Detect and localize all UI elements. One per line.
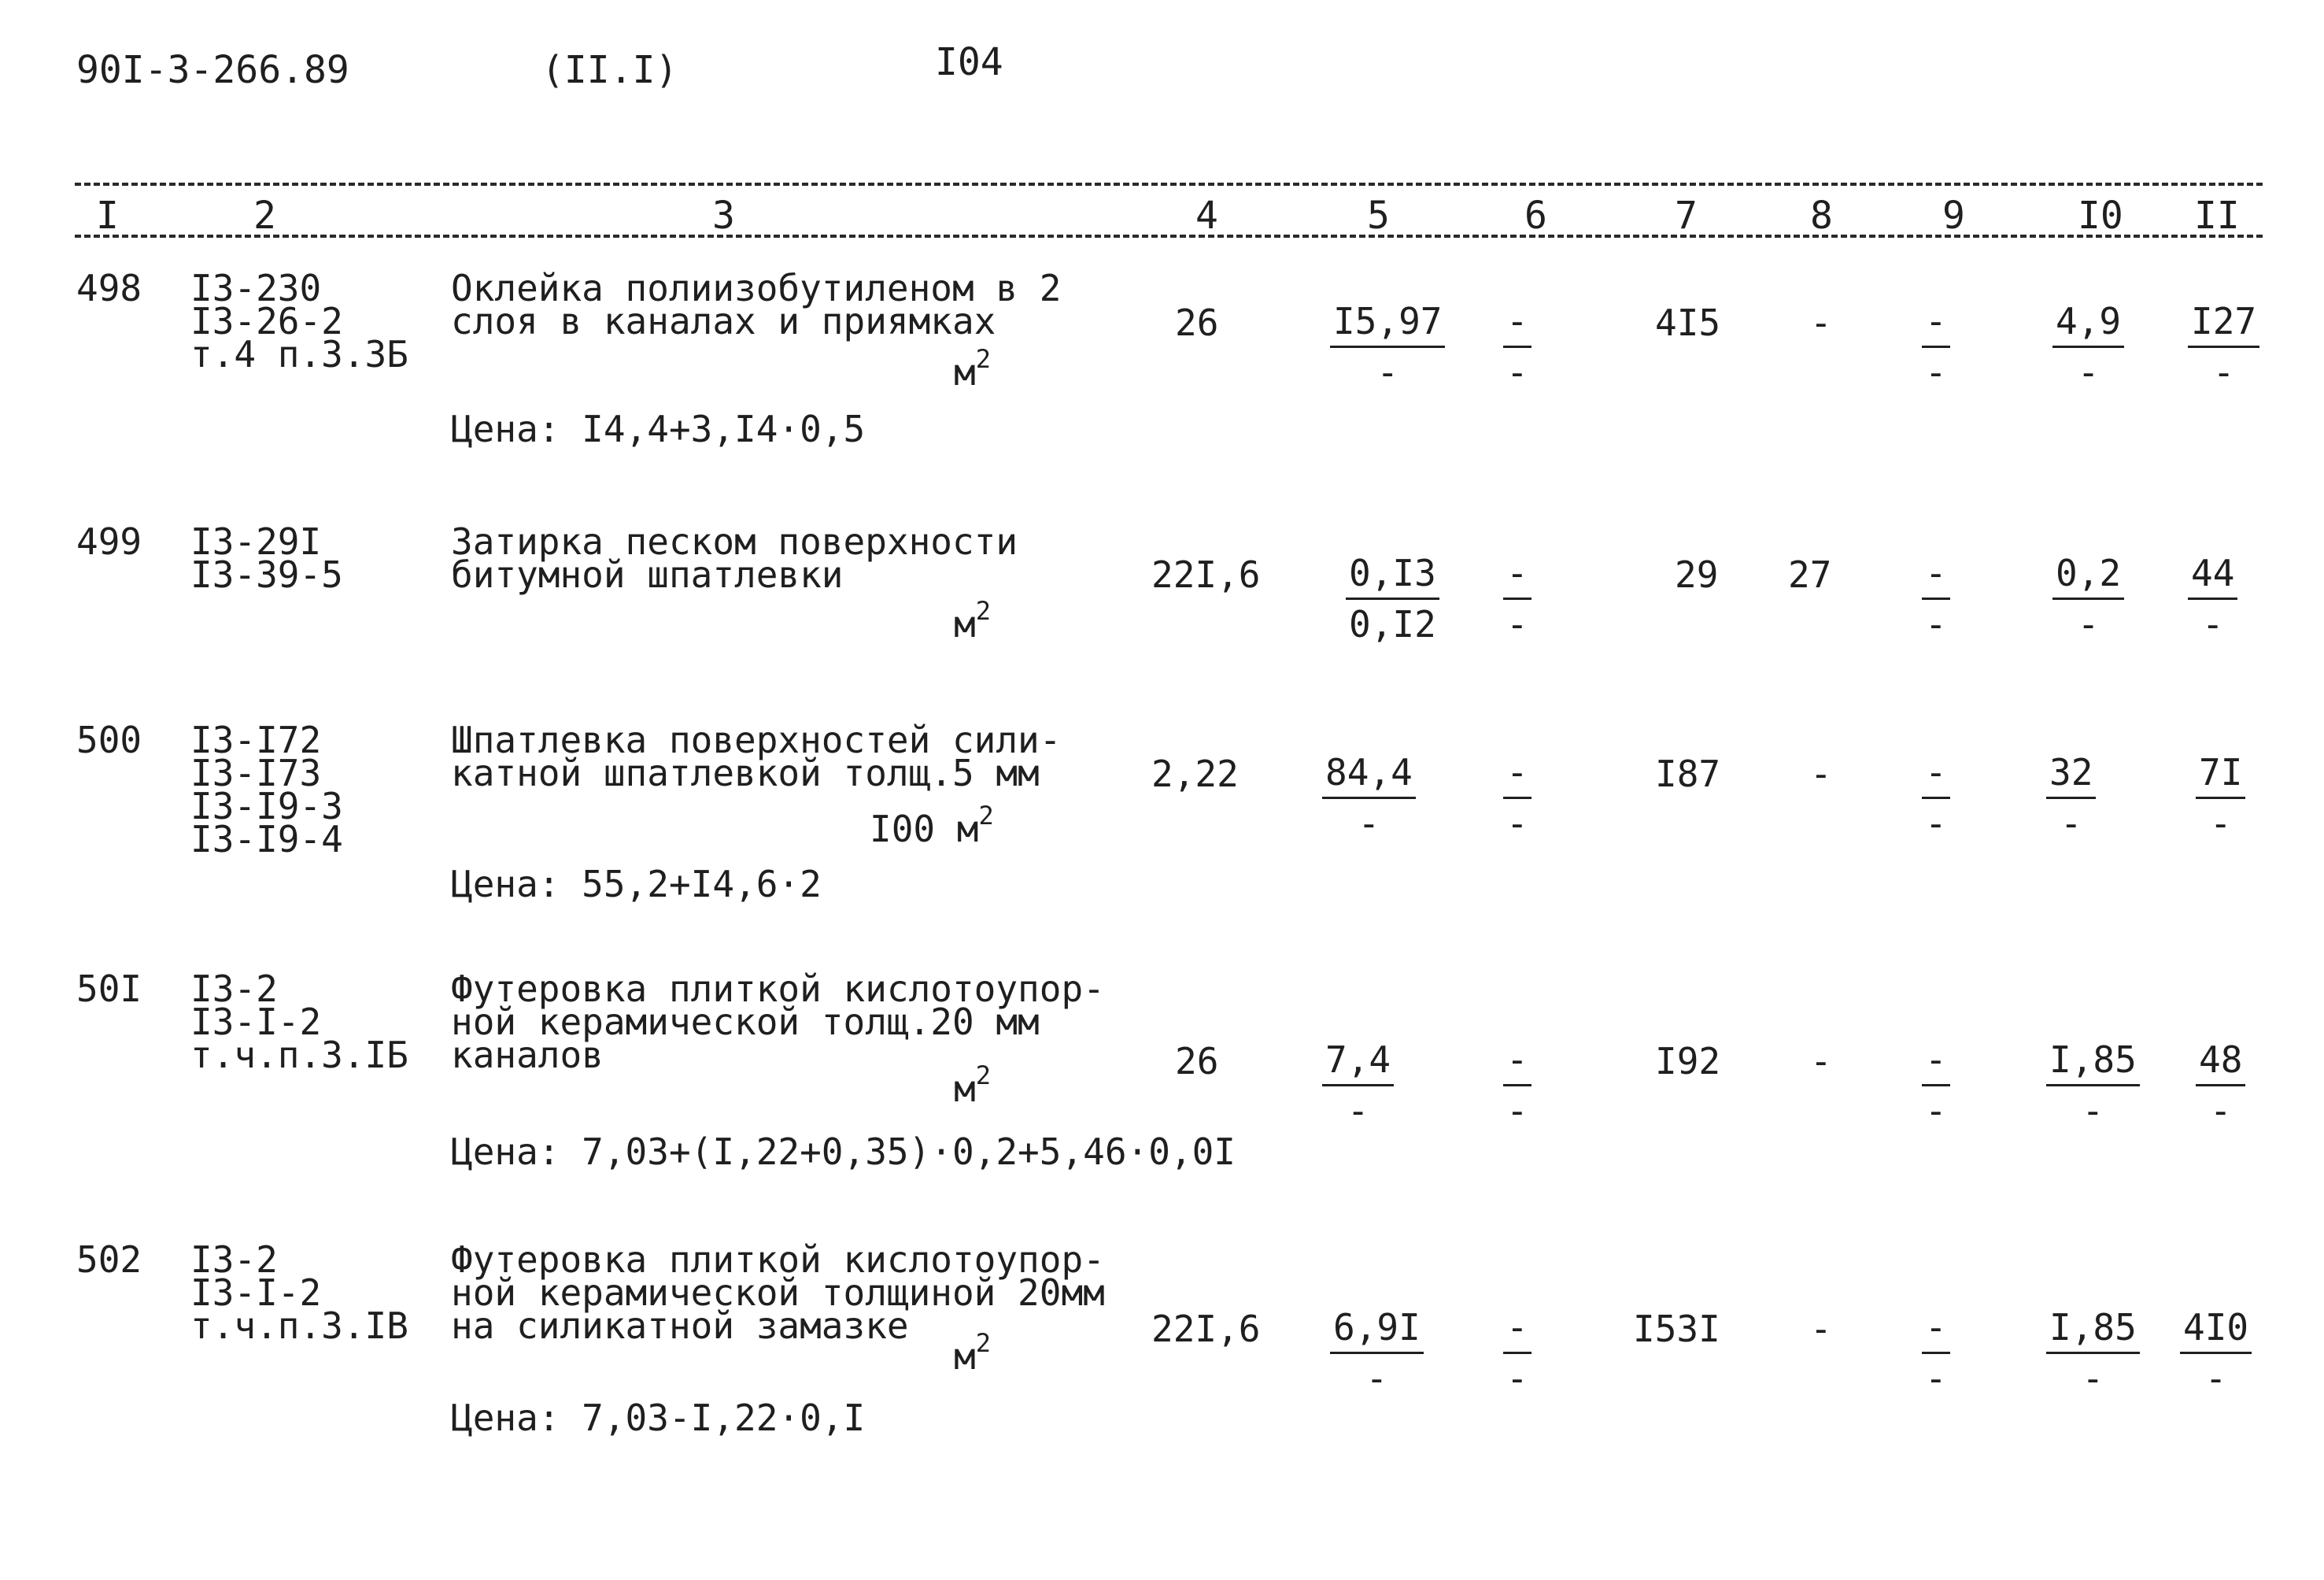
work-description: Футеровка плиткой кислотоупор- — [451, 968, 1105, 1010]
work-description: битумной шпатлевки — [451, 553, 844, 596]
cost-value: - — [1810, 1308, 1832, 1350]
cost-fraction: - - — [1503, 1309, 1531, 1397]
column-header-1: I — [96, 194, 119, 238]
quantity-value: 22I,6 — [1151, 553, 1261, 596]
labor-fraction: I,85 - — [2046, 1309, 2140, 1397]
work-description: Оклейка полиизобутиленом в 2 — [451, 267, 1062, 309]
norm-code: I3-I9-3 — [190, 785, 343, 827]
work-description: на силикатной замазке — [451, 1304, 909, 1347]
unit-label: $м^2$ — [954, 1060, 991, 1110]
cost-fraction: - - — [1922, 754, 1950, 842]
cost-fraction: - - — [1503, 303, 1531, 390]
norm-code: I3-29I — [190, 520, 322, 563]
cost-value: I53I — [1633, 1308, 1720, 1350]
cost-fraction: - - — [1922, 555, 1950, 642]
page-number: I04 — [935, 40, 1003, 84]
row-number: 502 — [76, 1238, 142, 1281]
price-formula: Цена: 7,03+(I,22+0,35)·0,2+5,46·0,0I — [451, 1130, 1236, 1173]
price-formula: Цена: I4,4+3,I4·0,5 — [451, 408, 866, 450]
unit-label: $м^2$ — [954, 596, 991, 646]
cost-fraction: 84,4 - — [1322, 754, 1416, 842]
norm-code: I3-I-2 — [190, 1271, 322, 1314]
unit-label: I00 $м^2$ — [870, 801, 994, 850]
cost-fraction: - - — [1503, 1042, 1531, 1129]
labor-fraction: 7I - — [2196, 754, 2245, 842]
cost-fraction: - - — [1922, 303, 1950, 390]
norm-code: I3-230 — [190, 267, 322, 309]
quantity-value: 2,22 — [1151, 753, 1239, 795]
work-description: Футеровка плиткой кислотоупор- — [451, 1238, 1105, 1281]
work-description: ной керамической толщ.20 мм — [451, 1001, 1040, 1043]
unit-label: $м^2$ — [954, 1328, 991, 1378]
header-rule-top — [75, 183, 2263, 186]
cost-fraction: - - — [1922, 1042, 1950, 1129]
work-description: катной шпатлевкой толщ.5 мм — [451, 752, 1040, 794]
cost-fraction: - - — [1503, 754, 1531, 842]
cost-fraction: - - — [1503, 555, 1531, 642]
norm-code: I3-2 — [190, 1238, 278, 1281]
header-rule-bottom — [75, 235, 2263, 238]
work-description: каналов — [451, 1034, 604, 1076]
cost-value: - — [1810, 1040, 1832, 1082]
cost-fraction: 6,9I - — [1330, 1309, 1424, 1397]
column-header-5: 5 — [1367, 194, 1390, 238]
cost-value: 29 — [1675, 553, 1719, 596]
row-number: 500 — [76, 719, 142, 761]
norm-code: т.4 п.3.3Б — [190, 333, 408, 376]
quantity-value: 22I,6 — [1151, 1308, 1261, 1350]
labor-fraction: 4I0 - — [2180, 1309, 2252, 1397]
quantity-value: 26 — [1175, 1040, 1219, 1082]
row-number: 50I — [76, 968, 142, 1010]
norm-code: I3-I9-4 — [190, 818, 343, 860]
unit-label: $м^2$ — [954, 344, 991, 394]
labor-fraction: I,85 - — [2046, 1042, 2140, 1129]
work-description: ной керамической толщиной 20мм — [451, 1271, 1105, 1314]
row-number: 499 — [76, 520, 142, 563]
cost-value: - — [1810, 302, 1832, 344]
column-header-2: 2 — [253, 194, 276, 238]
column-header-6: 6 — [1524, 194, 1547, 238]
cost-value: I87 — [1655, 753, 1721, 795]
labor-fraction: 44 - — [2188, 555, 2237, 642]
labor-fraction: I27 - — [2188, 303, 2259, 390]
norm-code: I3-2 — [190, 968, 278, 1010]
section-number: (II.I) — [541, 48, 678, 92]
norm-code: I3-26-2 — [190, 300, 343, 342]
cost-value: I92 — [1655, 1040, 1721, 1082]
column-header-4: 4 — [1195, 194, 1218, 238]
norm-code: т.ч.п.3.IВ — [190, 1304, 408, 1347]
norm-code: I3-I73 — [190, 752, 322, 794]
cost-fraction: - - — [1922, 1309, 1950, 1397]
cost-value: - — [1810, 753, 1832, 795]
labor-fraction: 32 - — [2046, 754, 2096, 842]
cost-value: 27 — [1788, 553, 1832, 596]
labor-fraction: 4,9 - — [2052, 303, 2124, 390]
labor-fraction: 48 - — [2196, 1042, 2245, 1129]
cost-fraction: $\frac{0,I3}{0,I2}$ — [1346, 555, 1439, 642]
norm-code: т.ч.п.3.IБ — [190, 1034, 408, 1076]
column-header-11: II — [2194, 194, 2240, 238]
cost-fraction: I5,97 - — [1330, 303, 1445, 390]
norm-code: I3-I72 — [190, 719, 322, 761]
column-header-3: 3 — [712, 194, 735, 238]
column-header-10: I0 — [2078, 194, 2123, 238]
cost-fraction: 7,4 - — [1322, 1042, 1394, 1129]
column-header-9: 9 — [1942, 194, 1965, 238]
document-code: 90I-3-266.89 — [76, 48, 349, 92]
work-description: Затирка песком поверхности — [451, 520, 1018, 563]
cost-value: 4I5 — [1655, 302, 1721, 344]
work-description: слоя в каналах и приямках — [451, 300, 996, 342]
column-header-7: 7 — [1675, 194, 1698, 238]
price-formula: Цена: 7,03-I,22·0,I — [451, 1397, 866, 1439]
labor-fraction: 0,2 - — [2052, 555, 2124, 642]
price-formula: Цена: 55,2+I4,6·2 — [451, 863, 822, 905]
work-description: Шпатлевка поверхностей сили- — [451, 719, 1062, 761]
norm-code: I3-I-2 — [190, 1001, 322, 1043]
row-number: 498 — [76, 267, 142, 309]
norm-code: I3-39-5 — [190, 553, 343, 596]
column-header-8: 8 — [1810, 194, 1833, 238]
quantity-value: 26 — [1175, 302, 1219, 344]
